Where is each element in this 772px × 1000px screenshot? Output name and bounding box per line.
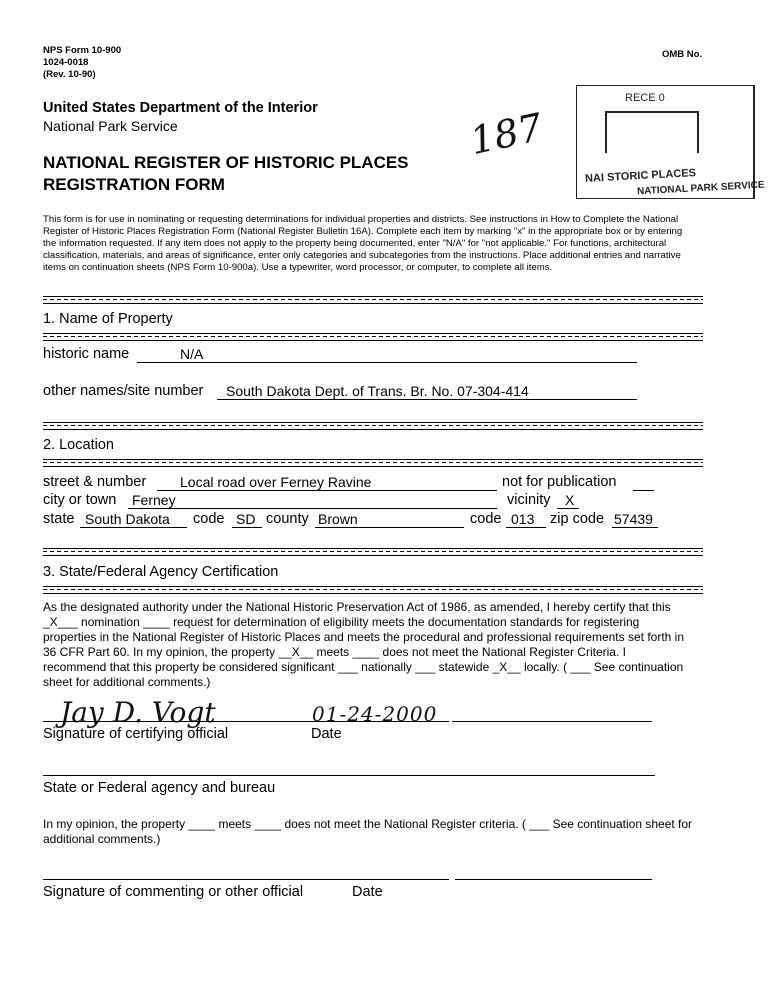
county-value[interactable]: Brown	[318, 511, 358, 527]
city-value[interactable]: Ferney	[132, 492, 176, 508]
instructions-line: This form is for use in nominating or requesting determinations for individual properties and districts. See instructions in How to Complete the National	[43, 214, 679, 225]
opinion-line: additional comments.)	[43, 832, 161, 846]
instructions-line: items on continuation sheets (NPS Form 10-900a). Use a typewriter, word processor, or computer, to complete all items.	[43, 262, 553, 273]
section-divider	[43, 548, 703, 556]
certification-line: properties in the National Register of Historic Places and meets the procedural and professional requirements set forth in	[43, 630, 684, 644]
certifying-signature: Jay D. Vogt	[60, 696, 216, 729]
certification-line: _X___ nomination ____ request for determination of eligibility meets the documentation standards for registering	[43, 615, 640, 629]
form-title-line2: REGISTRATION FORM	[43, 175, 225, 194]
certification-line: 36 CFR Part 60. In my opinion, the property __X__ meets ____ does not meet the National Register Criteria. I	[43, 645, 626, 659]
county-code-value[interactable]: 013	[511, 511, 535, 527]
signature-line	[43, 721, 449, 722]
form-revision: (Rev. 10-90)	[43, 69, 96, 80]
instructions-line: the information requested. If any item does not apply to the property being documented, enter "N/A" for "not applicable." For functions, architectural	[43, 238, 667, 249]
not-for-publication-label: not for publication	[502, 474, 617, 490]
zip-label: zip code	[550, 511, 605, 527]
historic-name-value[interactable]: N/A	[180, 346, 204, 362]
form-title-line1: NATIONAL REGISTER OF HISTORIC PLACES	[43, 153, 409, 172]
other-names-value[interactable]: South Dakota Dept. of Trans. Br. No. 07-304-414	[226, 383, 529, 399]
vicinity-line	[557, 508, 579, 509]
commenting-date-label: Date	[352, 884, 383, 900]
received-stamp	[576, 85, 765, 199]
historic-name-line	[137, 362, 637, 363]
section-divider	[43, 586, 703, 594]
service-name: National Park Service	[43, 118, 178, 134]
zip-value[interactable]: 57439	[614, 511, 653, 527]
section2-heading: 2. Location	[43, 437, 114, 453]
instructions-line: classification, materials, and areas of significance, enter only categories and subcategories from the instructions. Place additional entries and narrative	[43, 250, 681, 261]
street-label: street & number	[43, 474, 147, 490]
state-code-label: code	[193, 511, 225, 527]
certification-paragraph	[43, 600, 684, 690]
form-number: NPS Form 10-900	[43, 45, 122, 56]
section-divider	[43, 422, 703, 430]
city-label: city or town	[43, 492, 117, 508]
state-code-line	[232, 527, 262, 528]
historic-name-label: historic name	[43, 346, 130, 362]
other-names-label: other names/site number	[43, 383, 204, 399]
state-value[interactable]: South Dakota	[85, 511, 170, 527]
state-label: state	[43, 511, 75, 527]
agency-label: State or Federal agency and bureau	[43, 780, 276, 796]
state-line	[80, 527, 187, 528]
stamp-nrhp-text: NAI STORIC PLACES	[584, 167, 697, 185]
commenting-signature-line	[43, 879, 449, 880]
section-divider	[43, 333, 703, 341]
county-line	[315, 527, 464, 528]
date-line	[452, 721, 652, 722]
vicinity-label: vicinity	[507, 492, 551, 508]
county-label: county	[266, 511, 309, 527]
city-line	[128, 508, 497, 509]
certification-line: As the designated authority under the National Historic Preservation Act of 1986, as amended, I hereby certify that this	[43, 600, 671, 614]
street-value[interactable]: Local road over Ferney Ravine	[180, 474, 372, 490]
section-divider	[43, 459, 703, 467]
section3-heading: 3. State/Federal Agency Certification	[43, 564, 279, 580]
date-label: Date	[311, 726, 342, 742]
omb-control-number: 1024-0018	[43, 57, 89, 68]
signature-label: Signature of certifying official	[43, 726, 229, 742]
other-names-line	[217, 399, 637, 400]
certification-line: sheet for additional comments.)	[43, 675, 211, 689]
street-line	[157, 490, 497, 491]
agency-line	[43, 775, 655, 776]
instructions-paragraph	[43, 214, 733, 274]
department-name: United States Department of the Interior	[43, 100, 318, 116]
state-code-value[interactable]: SD	[236, 511, 256, 527]
county-code-label: code	[470, 511, 502, 527]
opinion-paragraph	[43, 817, 692, 847]
instructions-line: Register of Historic Places Registration Form (National Register Bulletin 16A). Complete each item by marking "x" in the appropriate box or by entering	[43, 226, 683, 237]
commenting-official-label: Signature of commenting or other official	[43, 884, 304, 900]
commenting-date-line	[455, 879, 652, 880]
section-divider	[43, 296, 703, 304]
certification-line: recommend that this property be considered significant ___ nationally ___ statewide _X__ locally. ( ___ See continuation	[43, 660, 684, 674]
stamp-box	[605, 111, 699, 153]
not-for-publication-line[interactable]	[633, 490, 654, 491]
county-code-line	[506, 527, 546, 528]
omb-label: OMB No.	[662, 49, 703, 60]
zip-line	[612, 527, 658, 528]
certification-date[interactable]: 01-24-2000	[312, 702, 438, 726]
vicinity-value[interactable]: X	[565, 492, 575, 508]
handwritten-number: 187	[466, 104, 547, 164]
opinion-line: In my opinion, the property ____ meets ____ does not meet the National Register criteria. ( ___ See continuation sheet for	[43, 817, 693, 831]
section1-heading: 1. Name of Property	[43, 311, 173, 327]
stamp-nps-text: NATIONAL PARK SERVICE	[636, 179, 765, 198]
stamp-received-text: RECE 0	[625, 92, 665, 104]
